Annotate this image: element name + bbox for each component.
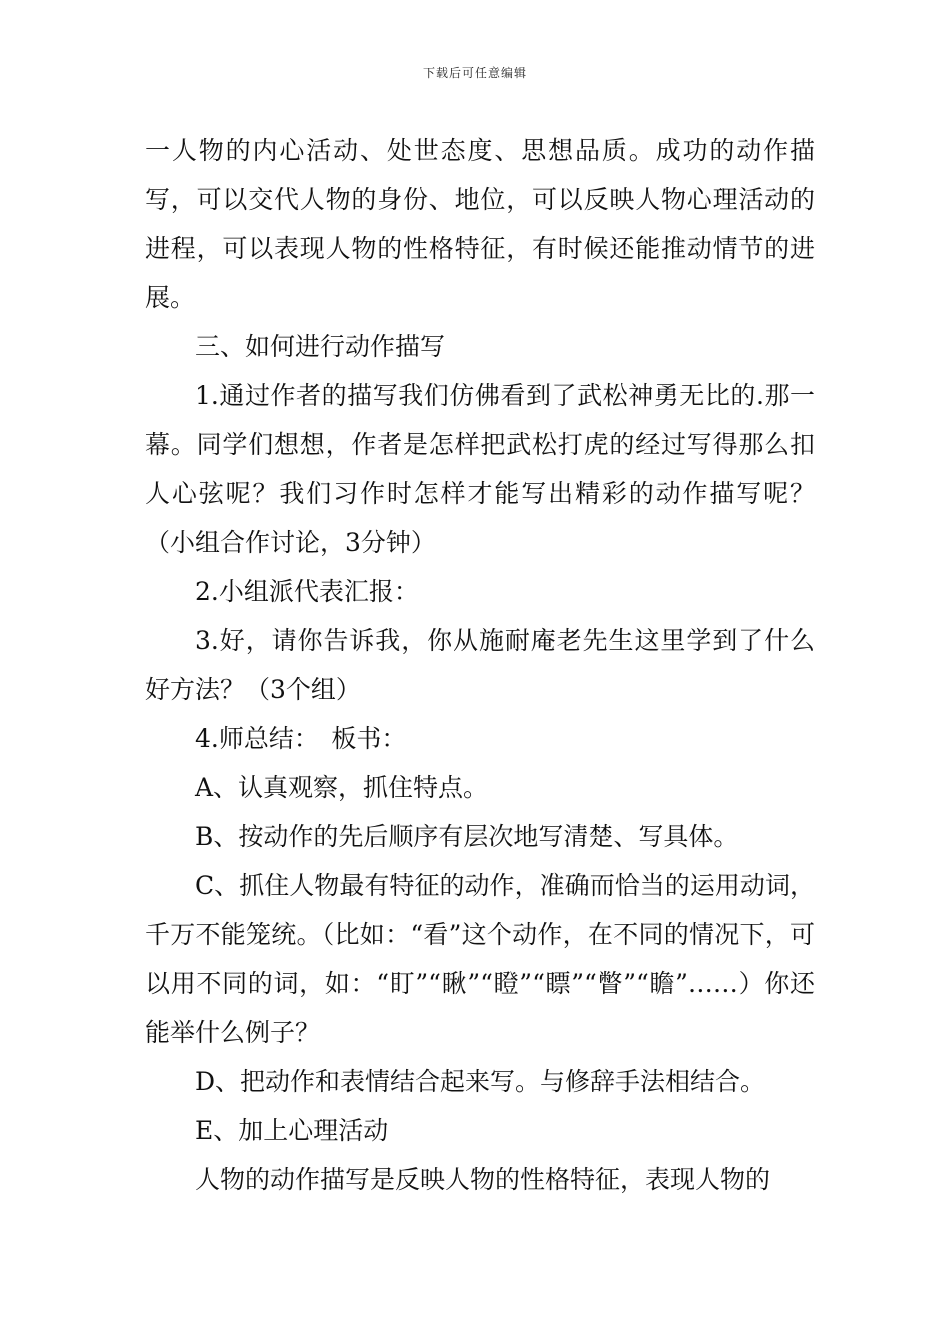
list-item-b: B、按动作的先后顺序有层次地写清楚、写具体。 — [195, 822, 739, 851]
paragraph-4: 2.小组派代表汇报： — [195, 577, 419, 606]
list-item-a: A、认真观察，抓住特点。 — [195, 773, 489, 802]
paragraph-last: 人物的动作描写是反映人物的性格特征，表现人物的 — [195, 1165, 771, 1194]
list-item-e: E、加上心理活动 — [195, 1116, 389, 1145]
list-item-d: D、把动作和表情结合起来写。与修辞手法相结合。 — [195, 1067, 766, 1096]
paragraph-6: 4.师总结： 板书： — [195, 724, 407, 753]
paragraph-1: 一人物的内心活动、处世态度、思想品质。成功的动作描写，可以交代人物的身份、地位，可以反映人物心理活动的进程，可以表现人物的性格特征，有时候还能推动情节的进展。 — [145, 136, 815, 312]
section-heading: 三、如何进行动作描写 — [195, 332, 446, 361]
paragraph-5: 3.好，请你告诉我，你从施耐庵老先生这里学到了什么好方法？（3个组） — [145, 626, 815, 704]
document-body — [145, 126, 815, 1204]
page-header: 下载后可任意编辑 — [422, 66, 527, 80]
list-item-c: C、抓住人物最有特征的动作，准确而恰当的运用动词，千万不能笼统。（比如：“看”这个动作，在不同的情况下，可以用不同的词，如：“盯”“瞅”“瞪”“瞟”“瞥”“瞻”……）你还能举什么例子？ — [145, 871, 815, 1047]
paragraph-3: 1.通过作者的描写我们仿佛看到了武松神勇无比的.那一幕。同学们想想，作者是怎样把武松打虎的经过写得那么扣人心弦呢？我们习作时怎样才能写出精彩的动作描写呢？（小组合作讨论，3分钟） — [145, 381, 815, 557]
